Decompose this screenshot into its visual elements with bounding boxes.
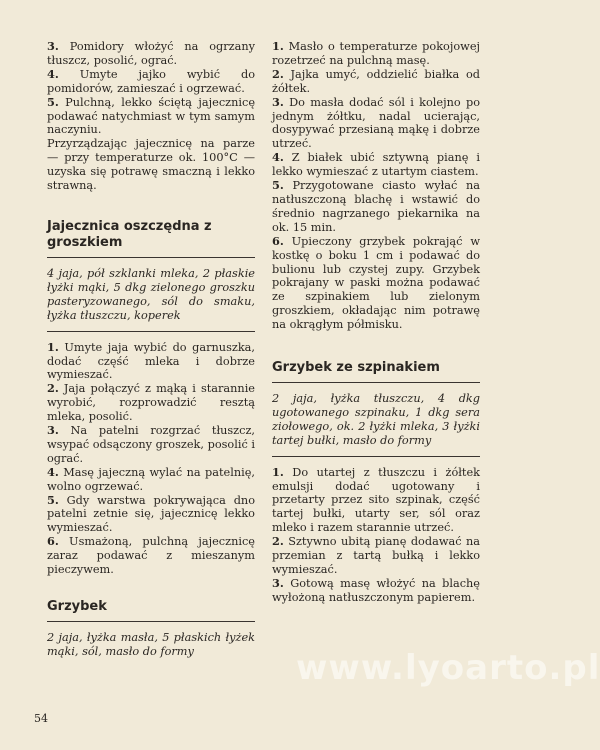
step-text: Masę jajeczną wylać na patelnię, wolno ogrzewać. — [47, 465, 256, 493]
step-number: 3. — [272, 575, 284, 590]
intro-step — [47, 68, 255, 96]
step-text: Pomidory włożyć na ogrzany tłuszcz, posolić, ograć. — [47, 40, 255, 67]
step-number: 6. — [47, 534, 59, 549]
recipe-step — [272, 466, 480, 536]
step-number: 5. — [47, 94, 59, 109]
step-number: 6. — [272, 233, 284, 248]
title-divider — [47, 257, 255, 258]
title-divider — [272, 382, 480, 383]
recipe-step — [272, 96, 480, 152]
step-number: 2. — [47, 381, 59, 396]
step-number: 2. — [272, 66, 284, 81]
step-number: 1. — [272, 39, 284, 53]
step-number: 4. — [47, 464, 59, 479]
left-column — [47, 40, 255, 659]
recipe-step — [272, 577, 480, 605]
step-text: Przygotowane ciasto wyłać na natłuszczoną blachę i wstawić do średnio nagrzanego piekarnika na ok. 15 min. — [272, 179, 481, 234]
recipe-step — [272, 40, 480, 68]
recipe-title: Grzybek — [47, 599, 107, 614]
step-number: 4. — [47, 66, 59, 81]
step-number: 3. — [47, 39, 59, 53]
recipe-step — [272, 535, 480, 577]
step-text: Jaja połączyć z mąką i starannie wyrobić, rozprowadzić resztą mleka, posolić. — [47, 382, 255, 424]
ingredients-list: 2 jaja, łyżka masła, 5 płaskich łyżek mąki, sól, masło do formy — [47, 631, 255, 658]
step-text: Gdy warstwa pokrywająca dno patelni zetnie się, jajecznicę lekko wymieszać. — [47, 493, 255, 535]
intro-note: Przyrządzając jajecznicę na parze — przy temperaturze ok. 100°C — uzyska się potrawę smaczną i lekko strawną. — [47, 137, 255, 193]
recipe-title: Jajecznica oszczędna z groszkiem — [47, 218, 212, 250]
recipe-step — [272, 151, 480, 179]
step-number: 4. — [272, 150, 284, 165]
step-text: Gotową masę włożyć na blachę wyłożoną natłuszczonym papierem. — [272, 576, 480, 604]
recipe-steps — [272, 466, 480, 605]
step-text: Z białek ubić sztywną pianę i lekko wymieszać z utartym ciastem. — [272, 151, 480, 179]
recipe-title: Grzybek ze szpinakiem — [272, 360, 440, 376]
step-number: 3. — [272, 94, 284, 109]
step-number: 1. — [272, 464, 284, 479]
step-number: 5. — [47, 492, 59, 507]
recipe-step — [47, 341, 255, 383]
recipe-step — [272, 179, 480, 235]
ingredients-list: 4 jaja, pół szklanki mleka, 2 płaskie łyżki mąki, 5 dkg zielonego groszku pasteryzowanego, sól do smaku, łyżka tłuszczu, koperek — [47, 266, 255, 322]
step-number: 2. — [272, 534, 284, 549]
ingredients-divider — [47, 331, 255, 332]
recipe-step — [272, 235, 480, 332]
step-text: Do utartej z tłuszczu i żółtek emulsji dodać ugotowany i przetarty przez sito szpinak, część tartej bułki, utarty ser, sól oraz mleko i razem starannie utrzeć. — [272, 465, 481, 535]
ingredients-list: 2 jaja, łyżka tłuszczu, 4 dkg ugotowanego szpinaku, 1 dkg sera ziołowego, ok. 2 łyżki mleka, 3 łyżki tartej bułki, masło do formy — [272, 392, 480, 447]
ingredients-divider — [272, 456, 480, 457]
intro-step — [47, 96, 255, 138]
recipe-step — [47, 494, 255, 536]
step-text: Sztywno ubitą pianę dodawać na przemian z tartą bułką i lekko wymieszać. — [272, 535, 480, 576]
step-text: Upieczony grzybek pokrająć w kostkę o boku 1 cm i podawać do bulionu lub czystej zupy. Grzybek pokrajany w paski można podawać ze szpinakiem lub zielonym groszkiem, okładając nim potrawę na okrągłym półmisku. — [272, 234, 480, 332]
step-text: Na patelni rozgrzać tłuszcz, wsypać odsączony groszek, posolić i ograć. — [47, 424, 255, 465]
step-text: Jajka umyć, oddzielić białka od żółtek. — [272, 67, 480, 95]
step-number: 3. — [47, 423, 59, 438]
intro-step — [47, 40, 255, 68]
step-number: 5. — [272, 178, 284, 193]
step-text: Umyte jajko wybić do pomidorów, zamieszać i ogrzewać. — [47, 67, 255, 95]
recipe-steps — [47, 341, 255, 577]
step-text: Umyte jaja wybić do garnuszka, dodać część mleka i dobrze wymieszać. — [47, 340, 255, 382]
step-number: 1. — [47, 339, 59, 354]
intro-steps — [47, 40, 255, 137]
step-text: Pulchną, lekko ściętą jajecznicę podawać natychmiast w tym samym naczyniu. — [47, 95, 256, 137]
recipe-step — [47, 466, 255, 494]
recipe-step — [47, 535, 255, 577]
recipe-steps — [272, 40, 480, 332]
step-text: Usmażoną, pulchną jajecznicę zaraz podawać z mieszanym pieczywem. — [47, 535, 255, 577]
step-text: Masło o temperaturze pokojowej rozetrzeć na pulchną masę. — [272, 40, 481, 67]
page-number: 54 — [34, 712, 48, 725]
recipe-step — [272, 68, 480, 96]
title-divider — [47, 621, 255, 622]
watermark: www.lyoarto.pl — [296, 648, 600, 688]
right-column — [272, 40, 480, 605]
recipe-step — [47, 382, 255, 424]
recipe-step — [47, 424, 255, 466]
step-text: Do masła dodać sól i kolejno po jednym żółtku, nadal ucierając, dosypywać przesianą mąkę i dobrze utrzeć. — [272, 95, 481, 151]
